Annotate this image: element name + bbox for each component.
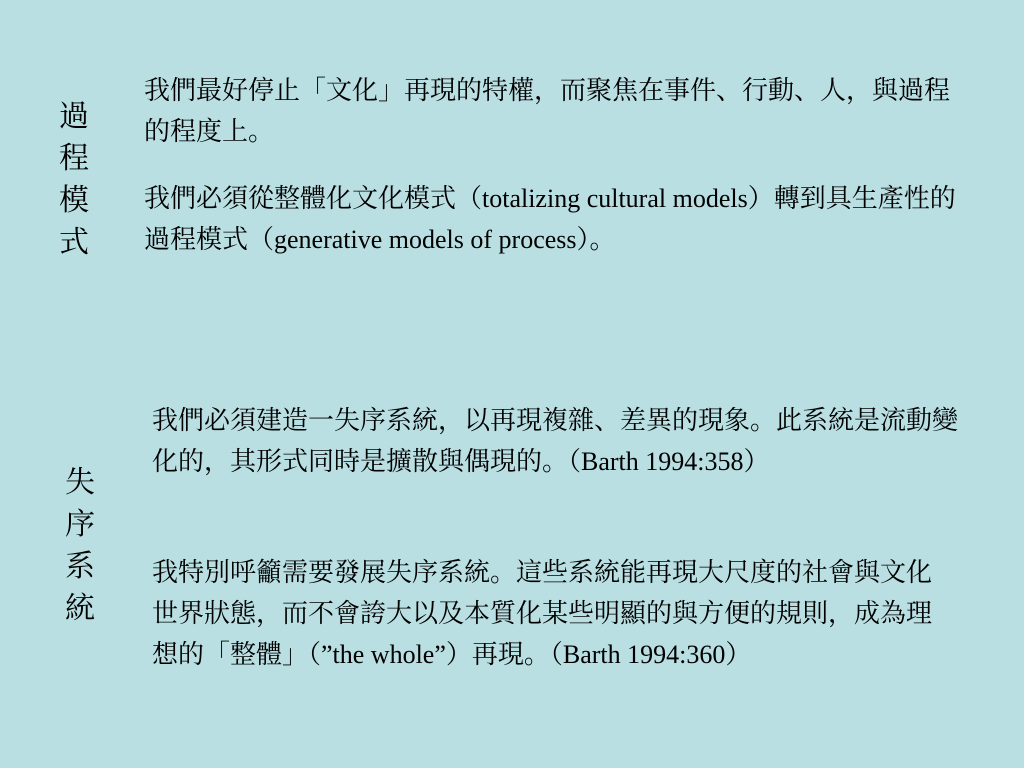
title-char: 系 [65, 549, 95, 584]
paragraph-barth-1994-358: 我們必須建造一失序系統，以再現複雜、差異的現象。此系統是流動變化的，其形式同時是擴散與偶現的。（Barth 1994:358） [152, 406, 959, 476]
title-char: 失 [65, 465, 95, 500]
title-char: 模 [59, 183, 89, 218]
paragraph-stop-privileging-culture: 我們最好停止「文化」再現的特權，而聚焦在事件、行動、人，與過程的程度上。 [144, 76, 951, 146]
title-char: 過 [59, 99, 89, 134]
section-title-process-model [54, 96, 94, 264]
paragraph-barth-1994-360: 我特別呼籲需要發展失序系統。這些系統能再現大尺度的社會與文化世界狀態，而不會誇大以及本質化某些明顯的與方便的規則，成為理想的「整體」（”the whole”）再現。（Barth 1994:360） [152, 558, 933, 669]
title-char: 式 [59, 225, 89, 260]
title-char: 統 [65, 591, 95, 626]
section-title-disorder-system [60, 462, 100, 630]
title-char: 程 [59, 141, 89, 176]
title-char: 序 [65, 507, 95, 542]
paragraph-generative-models: 我們必須從整體化文化模式（totalizing cultural models）轉到具生產性的過程模式（generative models of process）。 [144, 184, 956, 254]
